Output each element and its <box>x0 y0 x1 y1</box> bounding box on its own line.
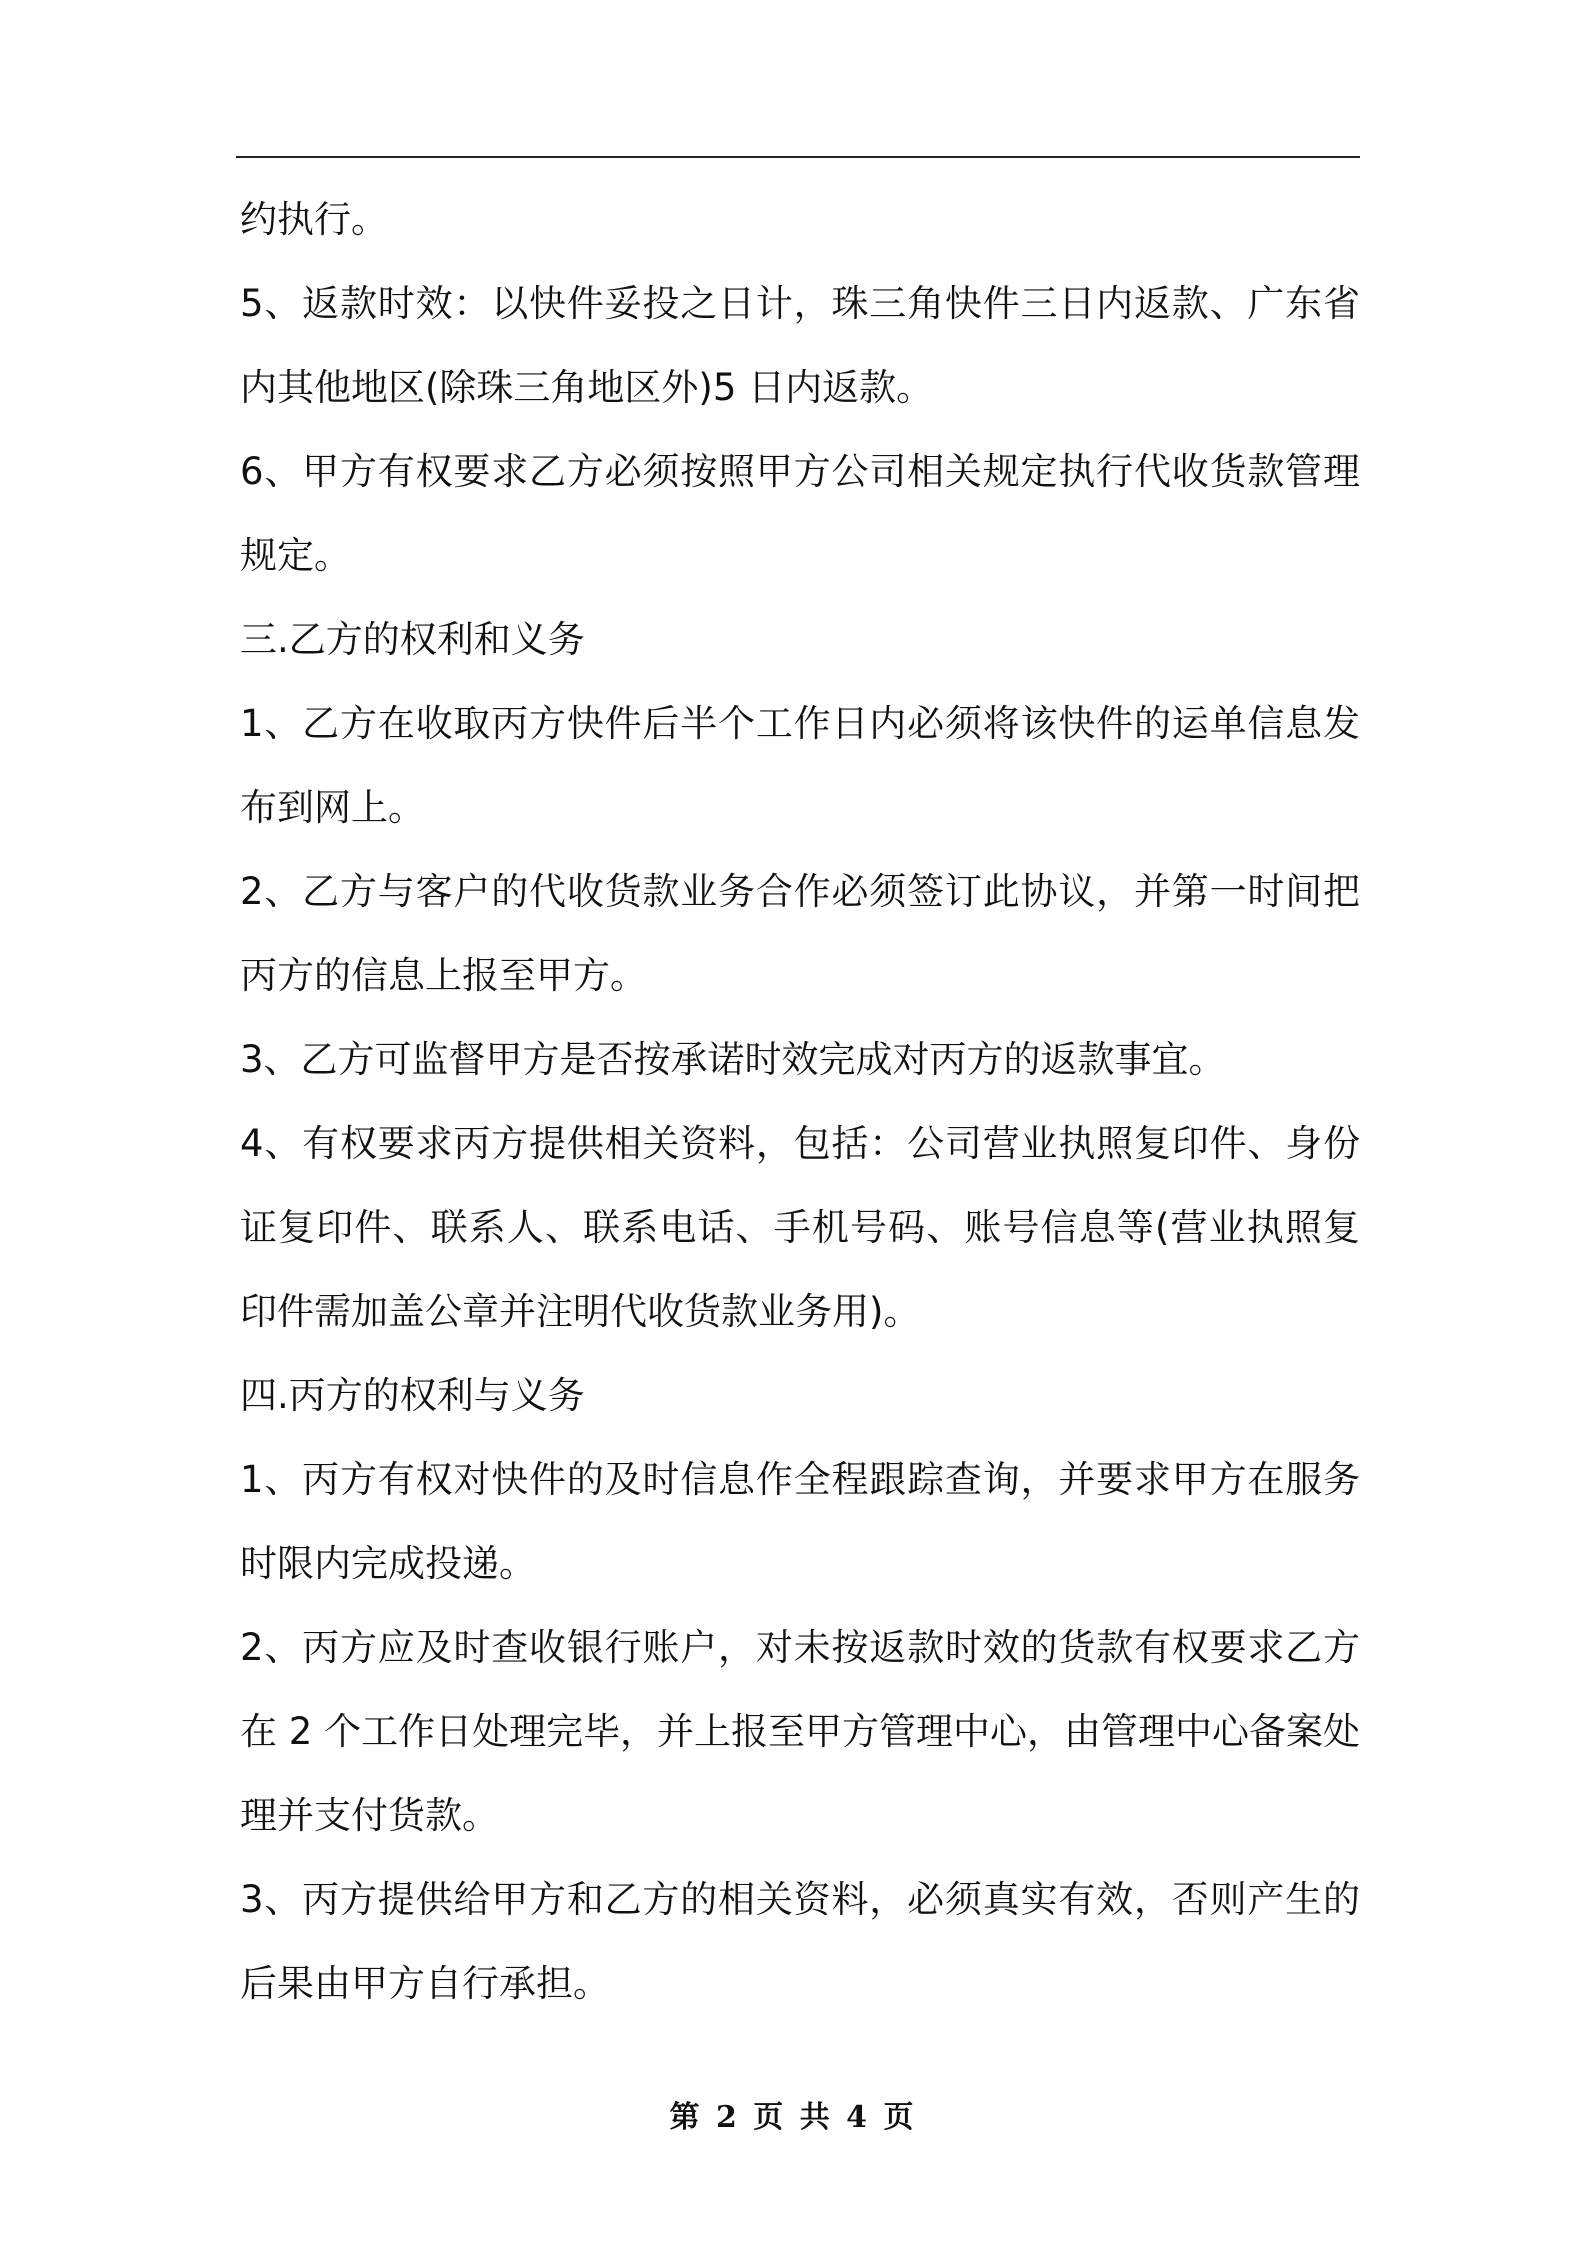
text-line: 理并支付货款。 <box>240 1794 499 1837</box>
page-number-footer: 第 2 页 共 4 页 <box>669 2100 917 2135</box>
text-line: 丙方的信息上报至甲方。 <box>240 954 647 997</box>
text-line: 1、乙方在收取丙方快件后半个工作日内必须将该快件的运单信息发 <box>240 702 1360 745</box>
text-line: 时限内完成投递。 <box>240 1542 536 1585</box>
text-line: 印件需加盖公章并注明代收货款业务用)。 <box>240 1290 921 1333</box>
text-line: 1、丙方有权对快件的及时信息作全程跟踪查询，并要求甲方在服务 <box>240 1458 1360 1501</box>
text-line: 在 2 个工作日处理完毕，并上报至甲方管理中心，由管理中心备案处 <box>240 1710 1361 1753</box>
text-line: 规定。 <box>240 534 351 577</box>
text-line: 2、丙方应及时查收银行账户，对未按返款时效的货款有权要求乙方 <box>240 1626 1360 1669</box>
text-line: 6、甲方有权要求乙方必须按照甲方公司相关规定执行代收货款管理 <box>240 450 1360 493</box>
section-heading: 三.乙方的权利和义务 <box>240 618 585 661</box>
text-line: 5、返款时效：以快件妥投之日计，珠三角快件三日内返款、广东省 <box>240 282 1360 325</box>
text-line: 后果由甲方自行承担。 <box>240 1962 610 2005</box>
text-line: 约执行。 <box>240 198 388 241</box>
section-heading: 四.丙方的权利与义务 <box>240 1374 585 1417</box>
text-line: 3、丙方提供给甲方和乙方的相关资料，必须真实有效，否则产生的 <box>240 1878 1360 1921</box>
text-line: 布到网上。 <box>240 786 425 829</box>
header-rule <box>236 156 1360 158</box>
text-line: 证复印件、联系人、联系电话、手机号码、账号信息等(营业执照复 <box>240 1206 1360 1249</box>
text-line: 4、有权要求丙方提供相关资料，包括：公司营业执照复印件、身份 <box>240 1122 1360 1165</box>
text-line: 内其他地区(除珠三角地区外)5 日内返款。 <box>240 366 934 409</box>
text-line: 3、乙方可监督甲方是否按承诺时效完成对丙方的返款事宜。 <box>240 1038 1226 1081</box>
text-line: 2、乙方与客户的代收货款业务合作必须签订此协议，并第一时间把 <box>240 870 1360 913</box>
